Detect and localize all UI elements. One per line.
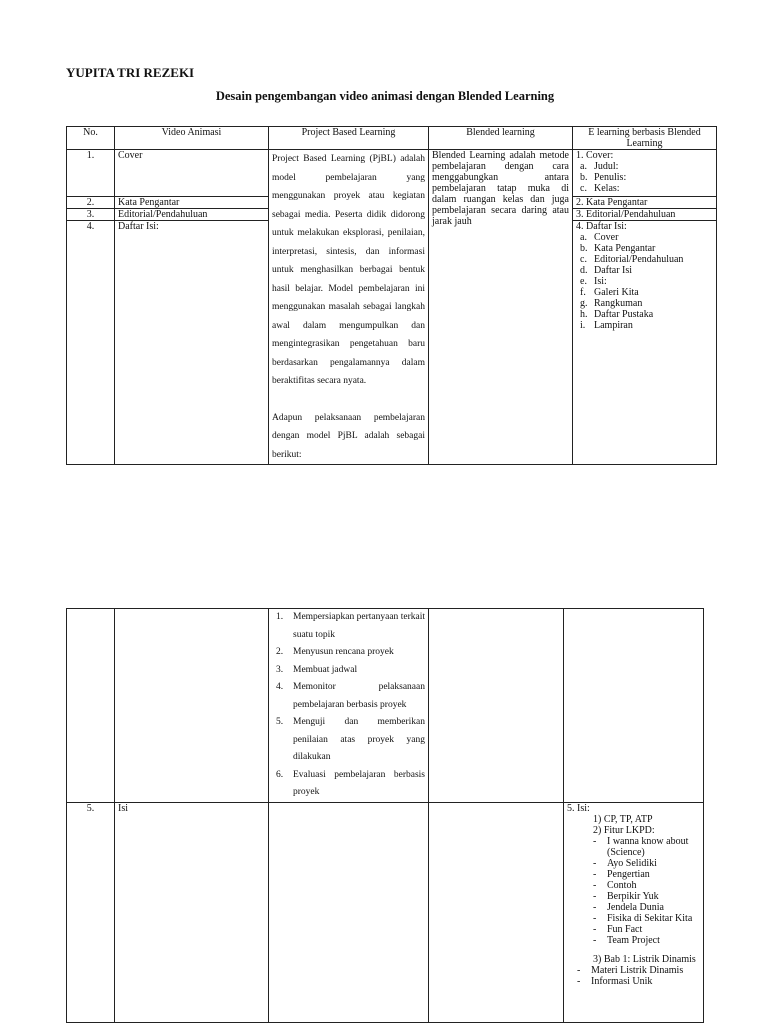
dash-marker: - — [593, 923, 597, 935]
elearning-isi — [564, 802, 704, 1022]
isi-fitur-item — [567, 880, 700, 891]
isi-list — [567, 814, 700, 987]
isi-numbered-item — [567, 825, 700, 836]
empty-cell — [564, 609, 704, 803]
isi-fitur-item — [567, 924, 700, 935]
row-video: Cover — [115, 150, 269, 197]
dash-marker: - — [577, 964, 581, 976]
list-text: Kata Pengantar — [594, 242, 656, 254]
isi-fitur-item — [567, 935, 700, 946]
list-text: Evaluasi pembelajaran berbasis proyek — [293, 769, 425, 797]
dash-marker: - — [593, 857, 597, 869]
list-text: Fun Fact — [607, 923, 643, 935]
dash-marker: - — [593, 901, 597, 913]
pjbl-description — [269, 150, 429, 465]
list-text: Cover — [594, 231, 619, 243]
isi-fitur-item — [567, 902, 700, 913]
steps-list — [272, 609, 425, 802]
header-elearning: E learning berbasis Blended Learning — [573, 127, 717, 150]
row-no: 3. — [67, 208, 115, 220]
isi-numbered-item — [567, 814, 700, 825]
list-marker: f. — [580, 286, 586, 298]
list-text: Jendela Dunia — [607, 901, 664, 913]
row-video: Editorial/Pendahuluan — [115, 208, 269, 220]
list-marker: 2) — [593, 824, 604, 836]
list-text: Lampiran — [594, 319, 633, 331]
header-pjbl: Project Based Learning — [269, 127, 429, 150]
list-text: Fisika di Sekitar Kita — [607, 912, 693, 924]
pjbl-steps — [269, 609, 429, 803]
daftar-item — [576, 265, 713, 276]
cover-item — [576, 172, 713, 183]
cover-item — [576, 183, 713, 194]
list-text: Judul: — [594, 161, 619, 172]
list-marker: c. — [580, 183, 587, 194]
step-item — [272, 714, 425, 767]
list-marker: h. — [580, 308, 588, 320]
design-table-2 — [66, 608, 704, 1023]
pjbl-paragraph-2: Adapun pelaksanaan pembelajaran dengan model PjBL adalah sebagai berikut: — [272, 412, 425, 460]
cover-list — [576, 161, 713, 194]
daftar-item — [576, 287, 713, 298]
empty-cell — [269, 802, 429, 1022]
row-video: Kata Pengantar — [115, 196, 269, 208]
elearning-cover — [573, 150, 717, 197]
cover-item — [576, 161, 713, 172]
list-text: Menguji dan memberikan penilaian atas proyek yang dilakukan — [293, 717, 425, 762]
isi-fitur-item — [567, 869, 700, 880]
list-marker: 6. — [276, 769, 284, 780]
list-text: Memonitor pelaksanaan pembelajaran berbasis proyek — [293, 682, 425, 710]
daftar-item — [576, 298, 713, 309]
list-text: Pengertian — [607, 868, 650, 880]
isi-bab-subitem — [567, 976, 700, 987]
list-marker: c. — [580, 253, 587, 265]
list-marker: a. — [580, 231, 587, 243]
list-text: Berpikir Yuk — [607, 890, 659, 902]
empty-cell — [67, 609, 115, 803]
list-marker: e. — [580, 275, 587, 287]
daftar-item — [576, 232, 713, 243]
elearning-editorial: 3. Editorial/Pendahuluan — [573, 208, 717, 220]
list-text: Menyusun rencana proyek — [293, 647, 394, 657]
empty-cell — [115, 609, 269, 803]
elearning-daftar-isi — [573, 220, 717, 464]
dash-marker: - — [593, 912, 597, 924]
list-text: Contoh — [607, 879, 637, 891]
document-title: Desain pengembangan video animasi dengan Blended Learning — [215, 89, 555, 103]
step-item — [272, 679, 425, 714]
list-marker: 3) — [593, 953, 604, 965]
isi-fitur-item — [567, 858, 700, 869]
list-text: Fitur LKPD: — [603, 824, 655, 836]
daftar-item — [576, 243, 713, 254]
isi-fitur-item — [567, 891, 700, 902]
list-marker: d. — [580, 264, 588, 276]
row-no: 2. — [67, 196, 115, 208]
elearning-cover-head: 1. Cover: — [576, 150, 614, 161]
dash-marker: - — [593, 868, 597, 880]
row-video: Daftar Isi: — [115, 220, 269, 464]
daftar-item — [576, 309, 713, 320]
daftar-item — [576, 276, 713, 287]
design-table-1 — [66, 126, 717, 465]
row-no: 5. — [67, 802, 115, 1022]
step-item — [272, 644, 425, 662]
list-text: CP, TP, ATP — [603, 813, 653, 825]
list-text: Mempersiapkan pertanyaan terkait suatu topik — [293, 612, 425, 640]
list-text: Rangkuman — [594, 297, 643, 309]
elearning-isi-head: 5. Isi: — [567, 802, 590, 814]
list-marker: a. — [580, 161, 587, 172]
dash-marker: - — [593, 879, 597, 891]
isi-fitur-item — [567, 836, 700, 858]
list-text: Editorial/Pendahuluan — [594, 253, 684, 265]
list-marker: 3. — [276, 664, 284, 675]
list-marker: i. — [580, 319, 586, 331]
list-text: Membuat jadwal — [293, 664, 358, 675]
list-text: Galeri Kita — [594, 286, 639, 298]
list-marker: b. — [580, 172, 588, 183]
header-video: Video Animasi — [115, 127, 269, 150]
elearning-kata-pengantar: 2. Kata Pengantar — [573, 196, 717, 208]
step-item — [272, 662, 425, 680]
row-video: Isi — [115, 802, 269, 1022]
list-marker: 5. — [276, 717, 284, 727]
dash-marker: - — [593, 835, 597, 847]
isi-bab-item — [567, 954, 700, 965]
row-no: 1. — [67, 150, 115, 197]
list-marker: 1. — [276, 612, 284, 622]
list-text: Penulis: — [594, 172, 627, 183]
header-no: No. — [67, 127, 115, 150]
dash-marker: - — [577, 975, 581, 987]
list-text: Daftar Isi — [594, 264, 633, 276]
list-marker: 1) — [593, 813, 604, 825]
list-text: Team Project — [607, 934, 660, 946]
list-text: Bab 1: Listrik Dinamis — [603, 953, 696, 965]
daftar-list — [576, 232, 713, 331]
list-text: Informasi Unik — [591, 975, 653, 987]
pjbl-paragraph: Project Based Learning (PjBL) adalah model pembelajaran yang menggunakan proyek atau kegiatan sebagai media. Peserta didik didorong untuk melakukan eksplorasi, penilaian, interpretasi, sintesis, dan informasi untuk menghasilkan berbagai bentuk hasil belajar. Model pembelajaran ini menggunakan masalah sebagai langkah awal dalam mengumpulkan dan mengintegrasikan pengetahuan baru berdasarkan pengalamannya dalam beraktifitas secara nyata. — [272, 154, 425, 386]
header-blended: Blended learning — [429, 127, 573, 150]
step-item — [272, 609, 425, 644]
list-text: Isi: — [594, 275, 607, 287]
list-marker: 4. — [276, 682, 284, 692]
blended-description: Blended Learning adalah metode pembelajaran dengan cara menggabungkan antara pembelajaran tatap muka di dalam ruangan kelas dan juga pembelajaran secara daring atau jarak jauh — [429, 150, 573, 465]
daftar-item — [576, 254, 713, 265]
list-marker: b. — [580, 242, 588, 254]
dash-marker: - — [593, 890, 597, 902]
dash-marker: - — [593, 934, 597, 946]
list-text: Materi Listrik Dinamis — [591, 964, 684, 976]
elearning-daftar-head: 4. Daftar Isi: — [576, 220, 627, 232]
list-marker: g. — [580, 297, 588, 309]
list-text: Ayo Selidiki — [607, 857, 657, 869]
step-item — [272, 767, 425, 802]
empty-cell — [429, 609, 564, 803]
row-no: 4. — [67, 220, 115, 464]
list-marker: 2. — [276, 647, 284, 657]
gap — [567, 946, 700, 954]
author-name: YUPITA TRI REZEKI — [66, 65, 195, 80]
empty-cell — [429, 802, 564, 1022]
isi-fitur-item — [567, 913, 700, 924]
list-text: Daftar Pustaka — [594, 308, 654, 320]
isi-bab-subitem — [567, 965, 700, 976]
daftar-item — [576, 320, 713, 331]
list-text: Kelas: — [594, 183, 620, 194]
list-text: I wanna know about (Science) — [607, 835, 689, 858]
